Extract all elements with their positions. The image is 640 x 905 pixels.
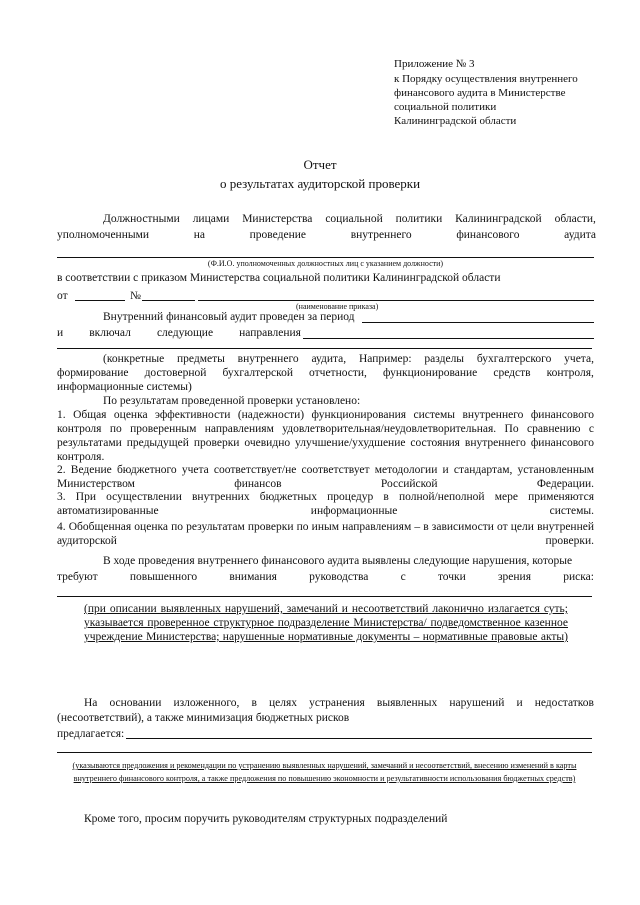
document-subtitle: о результатах аудиторской проверки (219, 176, 421, 191)
word: нарушений (449, 697, 505, 709)
word: средств (493, 367, 531, 379)
word: социальной (325, 213, 383, 225)
word: отчетности, (309, 367, 367, 379)
caption-fio: (Ф.И.О. уполномоченных должностных лиц с указанием должности) (207, 259, 444, 268)
intro-row-1 (103, 212, 596, 226)
word: Например: (358, 353, 412, 365)
fill-line-order-name (198, 300, 594, 301)
word: бухгалтерской (222, 367, 293, 379)
word: аудита (564, 229, 596, 241)
appendix-number: Приложение № 3 (394, 58, 475, 70)
word: устранения (309, 697, 365, 709)
word: с (400, 571, 406, 583)
closing-text: Кроме того, просим поручить руководителям структурных подразделений (84, 813, 448, 825)
period-text: Внутренний финансовый аудит проведен за период (103, 311, 355, 323)
word: зрения (498, 571, 531, 583)
proposal-line-2: (несоответствий), а также минимизация бюджетных рисков (57, 712, 350, 724)
fill-line-period (362, 322, 594, 323)
word: следующие (156, 327, 214, 339)
fill-line-date (75, 300, 125, 301)
proposal-note: (указываются предложения и рекомендации по устранению выявленных нарушений, замечаний и несоответствий, внесению изменений в карты внутреннего финансового контроля, а также предложения по повышению экономности и результативности использования бюджетных средств) (72, 761, 577, 783)
word: аудита, (311, 353, 347, 365)
word: разделы (424, 353, 465, 365)
word: внутреннего (237, 353, 299, 365)
word: уполномоченными (57, 229, 150, 241)
violations-text: В ходе проведения внутреннего финансового аудита выявлены следующие нарушения, которые (103, 555, 573, 567)
subjects-note-row-1 (103, 352, 594, 366)
word: формирование (57, 367, 129, 379)
appendix-line: к Порядку осуществления внутреннего (394, 73, 578, 85)
order-reference: в соответствии с приказом Министерства социальной политики Калининградской области (57, 272, 501, 284)
word: на (193, 229, 205, 241)
word: Должностными (103, 213, 180, 225)
intro-row-2 (57, 228, 596, 242)
word: включал (89, 327, 131, 339)
word: достоверной (144, 367, 207, 379)
proposal-label: предлагается: (57, 728, 125, 740)
fill-line-proposal-2 (57, 752, 592, 753)
subjects-note-row-2 (57, 366, 594, 380)
result-item-3: 3. При осуществлении внутренних бюджетных процедур в полной/неполной мере применяются автоматизированные информационные системы. (57, 491, 594, 517)
word: внутреннего (350, 229, 412, 241)
order-number-label: № (130, 290, 141, 302)
word: точки (437, 571, 466, 583)
word: функционирование (382, 367, 478, 379)
word: и (57, 327, 64, 339)
appendix-line: социальной политики (394, 101, 497, 113)
results-heading: По результатам проведенной проверки установлено: (103, 395, 361, 407)
result-item-2: 2. Ведение бюджетного учета соответствует/не соответствует методологии и стандартам, установленным Министерством финансов Российской Федерации. (57, 464, 594, 490)
subjects-note-row-3: информационные системы) (57, 381, 192, 393)
word: в (251, 697, 257, 709)
fill-line-number (142, 300, 195, 301)
result-item-1: 1. Общая оценка эффективности (надежности) функционирования системы внутреннего финансового контроля по проверенным направлениям удовлетворительная/неудовлетворительная. По сравнению с результатами предыдущей проверки очевидно улучшение/ухудшение состояния внутреннего финансового контроля. (57, 409, 594, 463)
word: бухгалтерского (476, 353, 552, 365)
fill-line-fio (57, 257, 594, 258)
word: требуют (57, 571, 98, 583)
word: внимания (229, 571, 277, 583)
word: На (84, 697, 98, 709)
word: проведение (249, 229, 306, 241)
fill-line-proposal (126, 738, 592, 739)
word: руководства (309, 571, 369, 583)
caption-order: (наименование приказа) (296, 302, 379, 311)
word: области, (554, 213, 596, 225)
appendix-line: финансового аудита в Министерстве (394, 87, 566, 99)
result-item-4: 4. Обобщенная оценка по результатам проверки по иным направлениям – в зависимости от цели внутренней аудиторской проверки. (57, 521, 594, 547)
word: политики (395, 213, 443, 225)
word: и (516, 697, 523, 709)
word: основании (109, 697, 162, 709)
violations-note: (при описании выявленных нарушений, замечаний и несоответствий лаконично излагается суть; указывается проверенное структурное подразделение Министерства/ подведомственное казенное учреждение Министерства; нарушенные нормативные документы – нормативные правовые акты) (84, 603, 568, 643)
appendix-line: Калининградской области (394, 115, 517, 127)
order-date-label: от (57, 290, 68, 302)
document-title: Отчет (303, 157, 337, 172)
word: лицами (192, 213, 230, 225)
word: контроля, (546, 367, 594, 379)
word: направления (239, 327, 301, 339)
word: изложенного, (173, 697, 240, 709)
word: (конкретные (103, 353, 165, 365)
word: финансового (456, 229, 520, 241)
word: выявленных (376, 697, 438, 709)
word: Калининградской (455, 213, 542, 225)
word: учета, (564, 353, 594, 365)
included-row (57, 326, 301, 340)
word: предметы (177, 353, 225, 365)
proposal-row-1 (84, 696, 594, 710)
fill-line-directions (303, 338, 594, 339)
word: риска: (563, 571, 594, 583)
fill-line-directions-2 (57, 348, 592, 349)
violations-row-2 (57, 570, 594, 584)
word: целях (268, 697, 298, 709)
word: повышенного (129, 571, 198, 583)
word: недостатков (534, 697, 594, 709)
word: Министерства (242, 213, 313, 225)
fill-line-violations (57, 596, 592, 597)
